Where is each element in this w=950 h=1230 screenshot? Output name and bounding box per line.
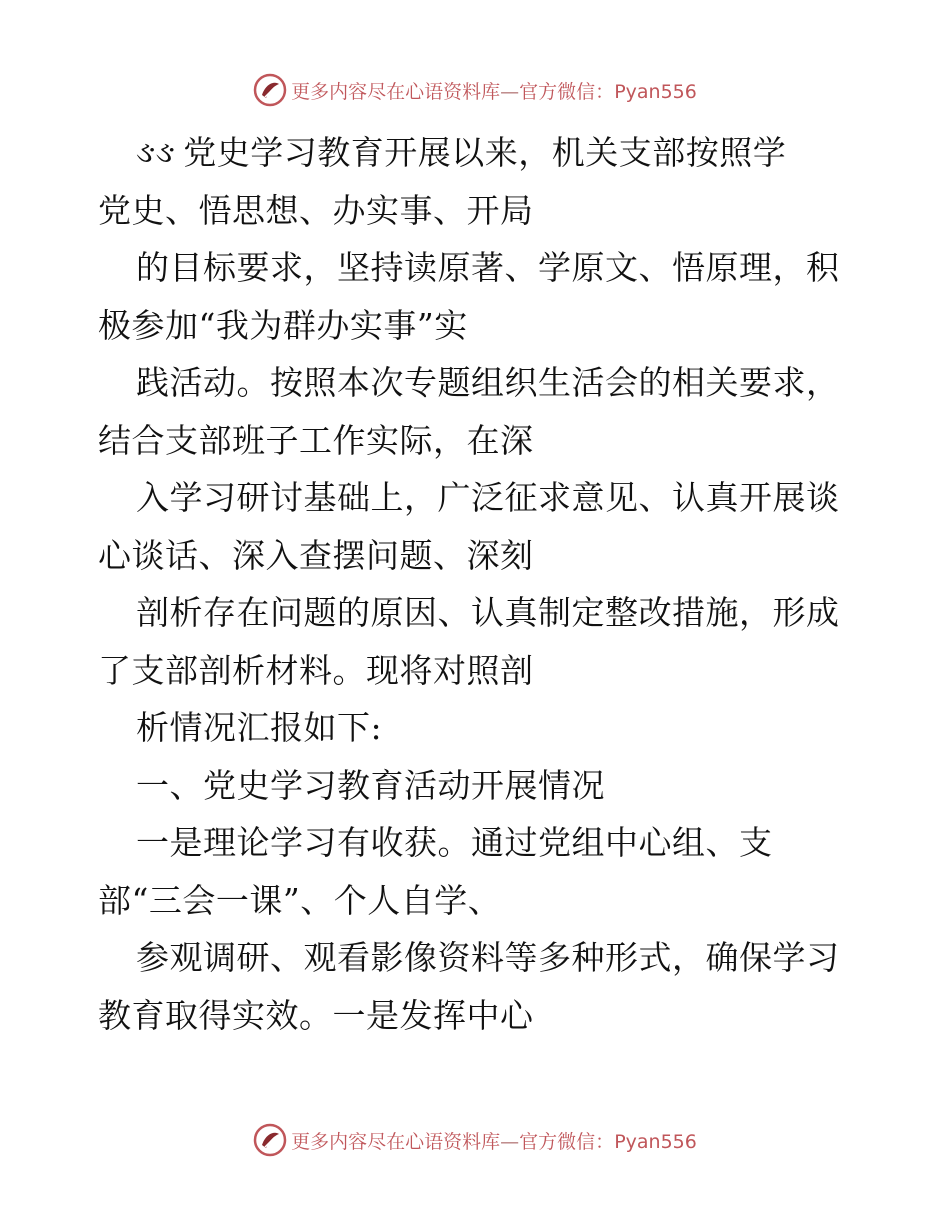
paragraph-line-14: 部“三会一课”、个人自学、 xyxy=(98,880,502,920)
paragraph-line-13: 一是理论学习有收获。通过党组中心组、支 xyxy=(136,823,773,862)
paragraph-line-7: 入学习研讨基础上，广泛征求意见、认真开展谈 xyxy=(136,478,840,517)
paragraph-line-8: 心谈话、深入查摆问题、深刻 xyxy=(98,535,534,575)
header-site: 更多内容尽在心语资料库 xyxy=(291,80,501,103)
footer-text xyxy=(291,1127,697,1154)
footer-banner xyxy=(0,1120,950,1160)
paragraph-line-10: 了支部剖析材料。现将对照剖 xyxy=(98,650,534,690)
header-separator: — xyxy=(500,80,520,103)
header-text xyxy=(291,77,697,104)
header-wechat-id: Pyan556 xyxy=(614,80,697,103)
header-wechat-label: 官方微信： xyxy=(519,80,615,103)
footer-wechat-id: Pyan556 xyxy=(614,1130,697,1153)
paragraph-line-16: 教育取得实效。一是发挥中心 xyxy=(98,995,534,1035)
paragraph-line-4: 极参加“我为群办实事”实 xyxy=(98,305,468,345)
paragraph-line-6: 结合支部班子工作实际，在深 xyxy=(98,420,534,460)
paragraph-line-9: 剖析存在问题的原因、认真制定整改措施，形成 xyxy=(136,593,840,632)
footer-wechat-label: 官方微信： xyxy=(519,1130,615,1153)
document-body xyxy=(98,124,858,1044)
section-heading: 一、党史学习教育活动开展情况 xyxy=(136,765,605,805)
footer-separator: — xyxy=(500,1130,520,1153)
paragraph-line-5: 践活动。按照本次专题组织生活会的相关要求， xyxy=(136,363,840,402)
brand-logo-icon xyxy=(253,73,287,107)
decorative-flourish-icon: ઙઙ xyxy=(136,135,176,170)
header-banner xyxy=(0,70,950,110)
line-text: 党史学习教育开展以来，机关支部按照学 xyxy=(183,133,787,172)
paragraph-line-15: 参观调研、观看影像资料等多种形式，确保学习 xyxy=(136,938,840,977)
paragraph-line-2: 党史、悟思想、办实事、开局 xyxy=(98,190,534,230)
paragraph-line-11: 析情况汇报如下: xyxy=(136,708,383,747)
paragraph-line-3: 的目标要求，坚持读原著、学原文、悟原理，积 xyxy=(136,248,840,287)
brand-logo-icon xyxy=(253,1123,287,1157)
footer-site: 更多内容尽在心语资料库 xyxy=(291,1130,501,1153)
paragraph-line-1 xyxy=(98,124,858,182)
